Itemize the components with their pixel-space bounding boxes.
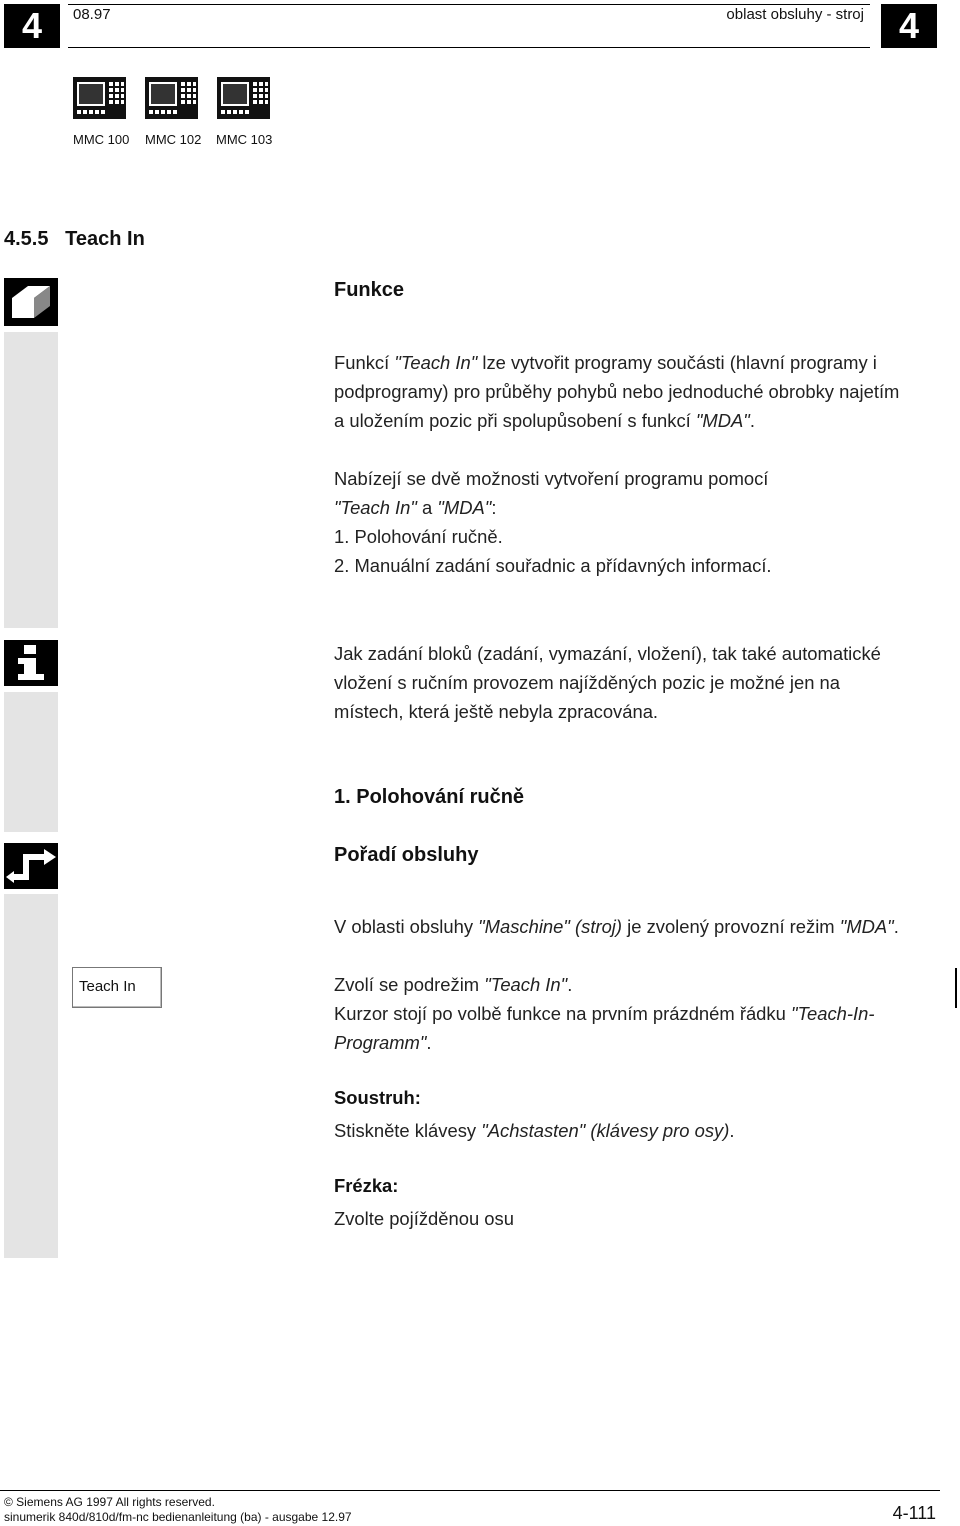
milling-label: Frézka: <box>334 1175 399 1196</box>
step-teach-in-line-1 <box>334 970 934 999</box>
header-date: 08.97 <box>73 6 111 23</box>
mmc-103-icon <box>216 76 271 120</box>
lathe-label: Soustruh: <box>334 1087 421 1108</box>
chapter-badge-right: 4 <box>881 4 937 48</box>
option-item-2: 2. Manuální zadání souřadnic a přídavných informací. <box>334 555 772 576</box>
options-paragraph <box>334 464 934 580</box>
operating-sequence-heading: Pořadí obsluhy <box>334 844 479 866</box>
lathe-instruction <box>334 1116 934 1145</box>
text-run: . <box>567 974 573 995</box>
text-run-italic: "MDA" <box>839 916 894 937</box>
mmc-102-label: MMC 102 <box>145 132 202 147</box>
margin-bar-steps <box>4 894 58 1258</box>
funkce-line-1 <box>334 348 934 377</box>
section-title <box>4 228 145 251</box>
text-run: je zvolený provozní režim <box>622 916 840 937</box>
text-run: . <box>893 916 899 937</box>
text-run-italic: "Achstasten" (klávesy pro osy) <box>481 1120 730 1141</box>
step-teach-in-line-3 <box>334 1028 934 1057</box>
text-run: Zvolí se podrežim <box>334 974 485 995</box>
section-number: 4.5.5 <box>4 228 49 250</box>
funkce-line-2: podprogramy) pro průběhy pohybů nebo jednoduché obrobky najetím <box>334 381 900 402</box>
margin-bar-info <box>4 692 58 832</box>
text-run: Funkcí <box>334 352 395 373</box>
mmc-100-label: MMC 100 <box>73 132 130 147</box>
text-run: . <box>749 410 755 431</box>
text-run-italic: "Maschine" (stroj) <box>478 916 623 937</box>
text-run-italic: "MDA" <box>695 410 750 431</box>
info-line-2: vložení s ručním provozem najížděných pozic je možné jen na <box>334 672 840 693</box>
text-run: : <box>491 497 497 518</box>
text-run: a uložením pozic při spolupůsobení s funkcí <box>334 410 696 431</box>
footer-rule <box>0 1490 940 1491</box>
text-run-italic: "MDA" <box>437 497 492 518</box>
text-run: . <box>426 1032 432 1053</box>
funkce-paragraph <box>334 348 934 435</box>
step-mda <box>334 912 934 941</box>
function-cube-icon <box>4 278 58 326</box>
step-teach-in-line-2 <box>334 999 934 1028</box>
operating-sequence-icon <box>4 843 58 889</box>
section-name: Teach In <box>65 228 145 250</box>
milling-instruction: Zvolte pojížděnou osu <box>334 1208 514 1229</box>
options-line-1: Nabízejí se dvě možnosti vytvoření programu pomocí <box>334 468 769 489</box>
margin-bar-funkce <box>4 332 58 628</box>
text-run-italic: "Teach-In- <box>790 1003 875 1024</box>
info-line-3: místech, která ještě nebyla zpracována. <box>334 701 659 722</box>
info-paragraph <box>334 639 934 726</box>
manual-positioning-heading: 1. Polohování ručně <box>334 786 525 808</box>
text-run: . <box>729 1120 735 1141</box>
funkce-heading: Funkce <box>334 279 405 301</box>
mmc-102-icon <box>144 76 199 120</box>
text-run: V oblasti obsluhy <box>334 916 479 937</box>
options-line-2 <box>334 493 934 522</box>
text-run-italic: "Teach In" <box>484 974 568 995</box>
teach-in-softkey[interactable]: Teach In <box>72 967 162 1008</box>
option-item-1: 1. Polohování ručně. <box>334 526 503 547</box>
footer-copyright: © Siemens AG 1997 All rights reserved. <box>4 1495 215 1509</box>
info-icon <box>4 640 58 686</box>
text-run: lze vytvořit programy součásti (hlavní programy i <box>477 352 877 373</box>
info-line-1: Jak zadání bloků (zadání, vymazání, vložení), tak také automatické <box>334 643 881 664</box>
text-run: Stiskněte klávesy <box>334 1120 482 1141</box>
chapter-badge-left: 4 <box>4 4 60 48</box>
text-run-italic: "Teach In" <box>394 352 478 373</box>
text-run: a <box>416 497 438 518</box>
text-run: Kurzor stojí po volbě funkce na prvním prázdném řádku <box>334 1003 791 1024</box>
step-teach-in <box>334 970 934 1057</box>
footer-document-title: sinumerik 840d/810d/fm-nc bedienanleitung (ba) - ausgabe 12.97 <box>4 1510 352 1524</box>
text-run-italic: "Teach In" <box>334 497 417 518</box>
mmc-103-label: MMC 103 <box>216 132 273 147</box>
text-run-italic: Programm" <box>334 1032 427 1053</box>
mmc-100-icon <box>72 76 127 120</box>
header-area-title: oblast obsluhy - stroj <box>726 6 864 23</box>
change-bar <box>955 968 957 1008</box>
funkce-line-3 <box>334 406 934 435</box>
page-number: 4-111 <box>892 1503 936 1523</box>
